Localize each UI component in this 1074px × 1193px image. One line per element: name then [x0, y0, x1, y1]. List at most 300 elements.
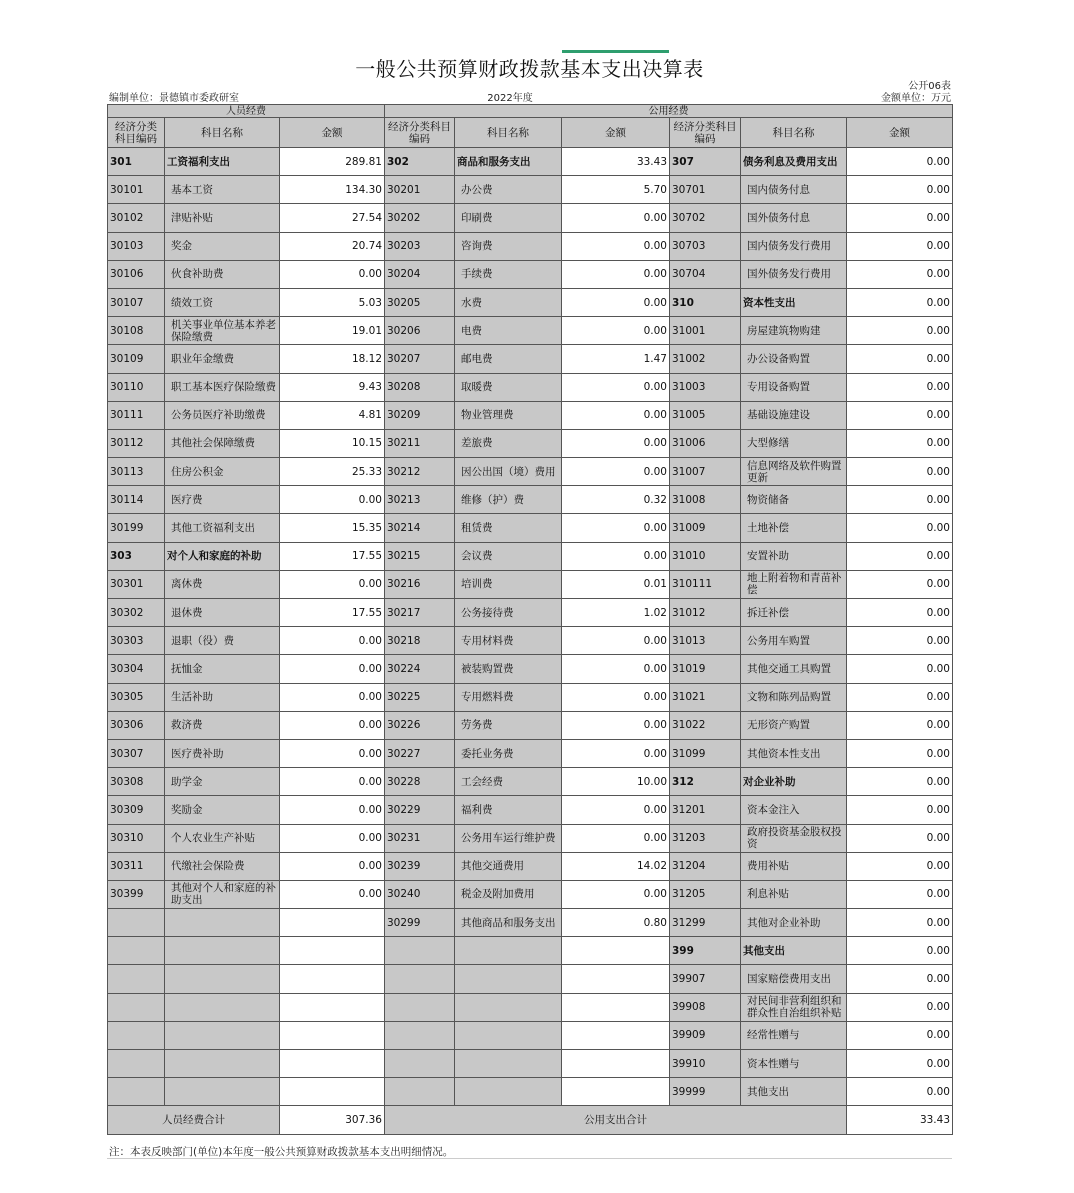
code-cell: 30303: [108, 627, 165, 655]
code-cell: 30102: [108, 204, 165, 232]
name-cell: 其他支出: [741, 1078, 847, 1106]
name-cell: 住房公积金: [165, 458, 280, 486]
table-row: [108, 937, 953, 965]
code-cell: [108, 909, 165, 937]
name-cell: 奖金: [165, 232, 280, 260]
table-row: [108, 909, 953, 937]
amount-cell: [280, 993, 385, 1021]
column-header-name: 科目名称: [455, 118, 562, 148]
name-cell: 抚恤金: [165, 655, 280, 683]
amount-cell: 0.00: [562, 824, 670, 852]
public-total-value: 33.43: [847, 1106, 953, 1135]
amount-cell: 0.00: [562, 880, 670, 908]
name-cell: 退休费: [165, 599, 280, 627]
name-cell: 职业年金缴费: [165, 345, 280, 373]
group-header-public: 公用经费: [385, 105, 953, 118]
code-cell: 30239: [385, 852, 455, 880]
personnel-total-value: 307.36: [280, 1106, 385, 1135]
amount-cell: 0.00: [562, 288, 670, 316]
amount-cell: 0.00: [847, 542, 953, 570]
amount-cell: 0.00: [847, 288, 953, 316]
name-cell: 代缴社会保险费: [165, 852, 280, 880]
code-cell: 31201: [670, 796, 741, 824]
code-cell: 31006: [670, 429, 741, 457]
amount-cell: 17.55: [280, 599, 385, 627]
code-cell: 30216: [385, 570, 455, 598]
name-cell: 差旅费: [455, 429, 562, 457]
code-cell: 31099: [670, 739, 741, 767]
amount-cell: 17.55: [280, 542, 385, 570]
code-cell: 30231: [385, 824, 455, 852]
code-cell: 30112: [108, 429, 165, 457]
table-row: [108, 599, 953, 627]
code-cell: 30113: [108, 458, 165, 486]
code-cell: 31003: [670, 373, 741, 401]
name-cell: 咨询费: [455, 232, 562, 260]
name-cell: 资本性赠与: [741, 1050, 847, 1078]
column-header-row: [108, 118, 953, 148]
code-cell: 30205: [385, 288, 455, 316]
amount-cell: 15.35: [280, 514, 385, 542]
code-cell: [108, 937, 165, 965]
name-cell: 其他资本性支出: [741, 739, 847, 767]
name-cell: [165, 909, 280, 937]
amount-cell: 1.47: [562, 345, 670, 373]
amount-cell: 0.00: [280, 627, 385, 655]
name-cell: 委托业务费: [455, 739, 562, 767]
amount-cell: 0.00: [847, 570, 953, 598]
column-header-amount: 金额: [847, 118, 953, 148]
name-cell: 奖励金: [165, 796, 280, 824]
amount-cell: 5.03: [280, 288, 385, 316]
amount-cell: [562, 1050, 670, 1078]
amount-cell: 0.00: [280, 486, 385, 514]
amount-cell: [280, 937, 385, 965]
name-cell: [165, 965, 280, 993]
code-cell: 399: [670, 937, 741, 965]
code-cell: 30227: [385, 739, 455, 767]
code-cell: 39910: [670, 1050, 741, 1078]
name-cell: 无形资产购置: [741, 711, 847, 739]
name-cell: 债务利息及费用支出: [741, 148, 847, 176]
amount-cell: 0.00: [280, 655, 385, 683]
amount-cell: 0.00: [562, 373, 670, 401]
amount-cell: 0.00: [847, 232, 953, 260]
amount-cell: 0.00: [847, 429, 953, 457]
name-cell: 工资福利支出: [165, 148, 280, 176]
code-cell: 31203: [670, 824, 741, 852]
name-cell: 其他对个人和家庭的补助支出: [165, 880, 280, 908]
code-cell: 30228: [385, 768, 455, 796]
code-cell: 30101: [108, 176, 165, 204]
public-total-label: 公用支出合计: [385, 1106, 847, 1135]
amount-cell: 0.00: [847, 627, 953, 655]
table-row: [108, 796, 953, 824]
amount-cell: 0.00: [847, 401, 953, 429]
code-cell: 31009: [670, 514, 741, 542]
table-row: [108, 1021, 953, 1049]
code-cell: 30212: [385, 458, 455, 486]
table-row: [108, 429, 953, 457]
table-row: [108, 232, 953, 260]
name-cell: 取暖费: [455, 373, 562, 401]
name-cell: [455, 965, 562, 993]
table-row: [108, 683, 953, 711]
code-cell: 30109: [108, 345, 165, 373]
name-cell: 商品和服务支出: [455, 148, 562, 176]
name-cell: 公务用车运行维护费: [455, 824, 562, 852]
amount-cell: 10.00: [562, 768, 670, 796]
name-cell: 其他支出: [741, 937, 847, 965]
amount-cell: 10.15: [280, 429, 385, 457]
name-cell: 公务员医疗补助缴费: [165, 401, 280, 429]
table-row: [108, 711, 953, 739]
amount-cell: 0.00: [847, 204, 953, 232]
code-cell: 30106: [108, 260, 165, 288]
amount-cell: 9.43: [280, 373, 385, 401]
code-cell: 307: [670, 148, 741, 176]
amount-cell: 0.00: [280, 880, 385, 908]
name-cell: [455, 1078, 562, 1106]
amount-cell: [562, 1078, 670, 1106]
amount-cell: [562, 993, 670, 1021]
name-cell: 国内债务发行费用: [741, 232, 847, 260]
name-cell: 专用设备购置: [741, 373, 847, 401]
name-cell: 信息网络及软件购置更新: [741, 458, 847, 486]
name-cell: 职工基本医疗保险缴费: [165, 373, 280, 401]
name-cell: 伙食补助费: [165, 260, 280, 288]
unit-label: 编制单位：景德镇市委政研室: [109, 93, 239, 104]
name-cell: 印刷费: [455, 204, 562, 232]
amount-cell: 0.00: [847, 345, 953, 373]
code-cell: 30701: [670, 176, 741, 204]
amount-cell: 0.00: [562, 204, 670, 232]
code-cell: 310111: [670, 570, 741, 598]
code-cell: 30311: [108, 852, 165, 880]
code-cell: [108, 1021, 165, 1049]
amount-cell: 0.00: [280, 824, 385, 852]
name-cell: 办公费: [455, 176, 562, 204]
amount-cell: [562, 1021, 670, 1049]
amount-cell: [280, 1078, 385, 1106]
name-cell: 其他对企业补助: [741, 909, 847, 937]
amount-cell: 0.00: [562, 429, 670, 457]
code-cell: 30305: [108, 683, 165, 711]
table-row: [108, 288, 953, 316]
code-cell: 30301: [108, 570, 165, 598]
code-cell: 30211: [385, 429, 455, 457]
name-cell: 劳务费: [455, 711, 562, 739]
amount-cell: 0.00: [847, 599, 953, 627]
amount-cell: 0.00: [847, 711, 953, 739]
code-cell: 31022: [670, 711, 741, 739]
name-cell: 其他交通工具购置: [741, 655, 847, 683]
amount-cell: 0.00: [562, 514, 670, 542]
table-row: [108, 627, 953, 655]
code-cell: 30110: [108, 373, 165, 401]
name-cell: 物资储备: [741, 486, 847, 514]
code-cell: 301: [108, 148, 165, 176]
table-row: [108, 176, 953, 204]
name-cell: 其他交通费用: [455, 852, 562, 880]
amount-cell: 0.00: [847, 993, 953, 1021]
table-row: [108, 317, 953, 345]
amount-cell: 33.43: [562, 148, 670, 176]
name-cell: 安置补助: [741, 542, 847, 570]
table-row: [108, 345, 953, 373]
code-cell: 30225: [385, 683, 455, 711]
code-cell: 31010: [670, 542, 741, 570]
amount-cell: 0.00: [847, 148, 953, 176]
amount-cell: 0.00: [280, 711, 385, 739]
table-row: [108, 486, 953, 514]
table-row: [108, 965, 953, 993]
name-cell: [165, 993, 280, 1021]
amount-cell: 0.00: [847, 260, 953, 288]
code-cell: 39999: [670, 1078, 741, 1106]
name-cell: 国内债务付息: [741, 176, 847, 204]
code-cell: 30203: [385, 232, 455, 260]
code-cell: [385, 1050, 455, 1078]
code-cell: 30107: [108, 288, 165, 316]
amount-cell: [280, 965, 385, 993]
amount-cell: 0.00: [280, 570, 385, 598]
amount-cell: 0.00: [847, 965, 953, 993]
code-cell: 31001: [670, 317, 741, 345]
code-cell: 31021: [670, 683, 741, 711]
code-cell: 30204: [385, 260, 455, 288]
name-cell: 医疗费补助: [165, 739, 280, 767]
amount-cell: 0.00: [280, 796, 385, 824]
code-cell: 31205: [670, 880, 741, 908]
amount-cell: 0.00: [847, 739, 953, 767]
amount-cell: 0.00: [562, 711, 670, 739]
amount-cell: 0.00: [847, 373, 953, 401]
code-cell: 31007: [670, 458, 741, 486]
amount-cell: 0.00: [280, 260, 385, 288]
amount-cell: 0.00: [562, 458, 670, 486]
amount-cell: 0.00: [562, 232, 670, 260]
code-cell: 30302: [108, 599, 165, 627]
table-row: [108, 852, 953, 880]
name-cell: 其他工资福利支出: [165, 514, 280, 542]
name-cell: 办公设备购置: [741, 345, 847, 373]
amount-cell: 0.00: [847, 486, 953, 514]
amount-cell: 0.80: [562, 909, 670, 937]
name-cell: [455, 1021, 562, 1049]
expenditure-table: [107, 104, 953, 1135]
name-cell: 邮电费: [455, 345, 562, 373]
code-cell: 30206: [385, 317, 455, 345]
code-cell: 31019: [670, 655, 741, 683]
amount-cell: [280, 1050, 385, 1078]
name-cell: 税金及附加费用: [455, 880, 562, 908]
code-cell: 39909: [670, 1021, 741, 1049]
name-cell: 对民间非营利组织和群众性自治组织补贴: [741, 993, 847, 1021]
code-cell: 30702: [670, 204, 741, 232]
amount-cell: 19.01: [280, 317, 385, 345]
name-cell: 培训费: [455, 570, 562, 598]
code-cell: 30306: [108, 711, 165, 739]
code-cell: 30207: [385, 345, 455, 373]
footnote: 注：本表反映部门(单位)本年度一般公共预算财政拨款基本支出明细情况。: [109, 1146, 454, 1158]
name-cell: 费用补贴: [741, 852, 847, 880]
year-label: 2022年度: [487, 93, 533, 104]
column-header-code: 经济分类科目编码: [385, 118, 455, 148]
table-row: [108, 1078, 953, 1106]
table-row: [108, 260, 953, 288]
name-cell: 手续费: [455, 260, 562, 288]
amount-cell: 0.00: [562, 683, 670, 711]
name-cell: 维修（护）费: [455, 486, 562, 514]
name-cell: 基础设施建设: [741, 401, 847, 429]
code-cell: 30215: [385, 542, 455, 570]
name-cell: 对个人和家庭的补助: [165, 542, 280, 570]
table-row: [108, 148, 953, 176]
name-cell: 拆迁补偿: [741, 599, 847, 627]
name-cell: 其他社会保障缴费: [165, 429, 280, 457]
table-row: [108, 542, 953, 570]
code-cell: 30214: [385, 514, 455, 542]
name-cell: 国家赔偿费用支出: [741, 965, 847, 993]
amount-cell: 1.02: [562, 599, 670, 627]
name-cell: 资本性支出: [741, 288, 847, 316]
amount-cell: 0.00: [847, 937, 953, 965]
code-cell: 30208: [385, 373, 455, 401]
amount-cell: 0.00: [847, 1050, 953, 1078]
code-cell: 30309: [108, 796, 165, 824]
code-cell: 302: [385, 148, 455, 176]
code-cell: 30224: [385, 655, 455, 683]
code-cell: [108, 965, 165, 993]
name-cell: [165, 1050, 280, 1078]
code-cell: 30103: [108, 232, 165, 260]
amount-cell: 0.00: [562, 542, 670, 570]
amount-cell: 5.70: [562, 176, 670, 204]
name-cell: 津贴补贴: [165, 204, 280, 232]
name-cell: [455, 1050, 562, 1078]
amount-cell: 0.00: [847, 683, 953, 711]
table-row: [108, 458, 953, 486]
code-cell: 30310: [108, 824, 165, 852]
amount-cell: 0.00: [847, 176, 953, 204]
name-cell: 地上附着物和青苗补偿: [741, 570, 847, 598]
amount-cell: 27.54: [280, 204, 385, 232]
name-cell: 国外债务发行费用: [741, 260, 847, 288]
table-row: [108, 824, 953, 852]
name-cell: 其他商品和服务支出: [455, 909, 562, 937]
name-cell: 福利费: [455, 796, 562, 824]
name-cell: 土地补偿: [741, 514, 847, 542]
name-cell: 利息补贴: [741, 880, 847, 908]
name-cell: [165, 937, 280, 965]
amount-cell: [280, 909, 385, 937]
table-row: [108, 739, 953, 767]
code-cell: [385, 937, 455, 965]
amount-cell: 0.00: [847, 880, 953, 908]
name-cell: 救济费: [165, 711, 280, 739]
amount-cell: 0.00: [280, 852, 385, 880]
code-cell: 30704: [670, 260, 741, 288]
name-cell: 个人农业生产补贴: [165, 824, 280, 852]
name-cell: 医疗费: [165, 486, 280, 514]
code-cell: 312: [670, 768, 741, 796]
amount-cell: 289.81: [280, 148, 385, 176]
code-cell: [385, 993, 455, 1021]
amount-cell: 0.00: [847, 458, 953, 486]
name-cell: 生活补助: [165, 683, 280, 711]
amount-cell: 0.00: [847, 317, 953, 345]
code-cell: 30209: [385, 401, 455, 429]
name-cell: 基本工资: [165, 176, 280, 204]
amount-cell: 0.00: [847, 852, 953, 880]
amount-cell: 0.00: [847, 1078, 953, 1106]
amount-cell: 0.00: [847, 909, 953, 937]
code-cell: 30114: [108, 486, 165, 514]
code-cell: 30213: [385, 486, 455, 514]
amount-cell: [562, 965, 670, 993]
code-cell: 30217: [385, 599, 455, 627]
code-cell: 31204: [670, 852, 741, 880]
name-cell: 工会经费: [455, 768, 562, 796]
amount-cell: 18.12: [280, 345, 385, 373]
amount-cell: 0.00: [280, 739, 385, 767]
table-row: [108, 204, 953, 232]
amount-cell: 0.00: [847, 514, 953, 542]
name-cell: 专用燃料费: [455, 683, 562, 711]
name-cell: 退职（役）费: [165, 627, 280, 655]
name-cell: [165, 1021, 280, 1049]
code-cell: [108, 1050, 165, 1078]
name-cell: 政府投资基金股权投资: [741, 824, 847, 852]
amount-cell: 0.00: [562, 260, 670, 288]
code-cell: 30218: [385, 627, 455, 655]
code-cell: [108, 1078, 165, 1106]
bottom-rule: [107, 1158, 952, 1159]
code-cell: 30201: [385, 176, 455, 204]
name-cell: [165, 1078, 280, 1106]
name-cell: 电费: [455, 317, 562, 345]
name-cell: 被装购置费: [455, 655, 562, 683]
name-cell: 大型修缮: [741, 429, 847, 457]
amount-cell: [280, 1021, 385, 1049]
table-row: [108, 768, 953, 796]
name-cell: 公务接待费: [455, 599, 562, 627]
group-header-personnel: 人员经费: [108, 105, 385, 118]
code-cell: 30108: [108, 317, 165, 345]
amount-cell: 0.00: [847, 824, 953, 852]
code-cell: 31012: [670, 599, 741, 627]
name-cell: [455, 937, 562, 965]
name-cell: 专用材料费: [455, 627, 562, 655]
personnel-total-label: 人员经费合计: [108, 1106, 280, 1135]
amount-cell: [562, 937, 670, 965]
name-cell: 经常性赠与: [741, 1021, 847, 1049]
column-header-code: 经济分类科目编码: [670, 118, 741, 148]
amount-cell: 134.30: [280, 176, 385, 204]
name-cell: 会议费: [455, 542, 562, 570]
name-cell: 租赁费: [455, 514, 562, 542]
code-cell: [385, 1021, 455, 1049]
name-cell: [455, 993, 562, 1021]
name-cell: 文物和陈列品购置: [741, 683, 847, 711]
table-row: [108, 401, 953, 429]
amount-cell: 20.74: [280, 232, 385, 260]
name-cell: 物业管理费: [455, 401, 562, 429]
code-cell: 30304: [108, 655, 165, 683]
page-title: 一般公共预算财政拨款基本支出决算表: [355, 57, 704, 81]
code-cell: 30199: [108, 514, 165, 542]
